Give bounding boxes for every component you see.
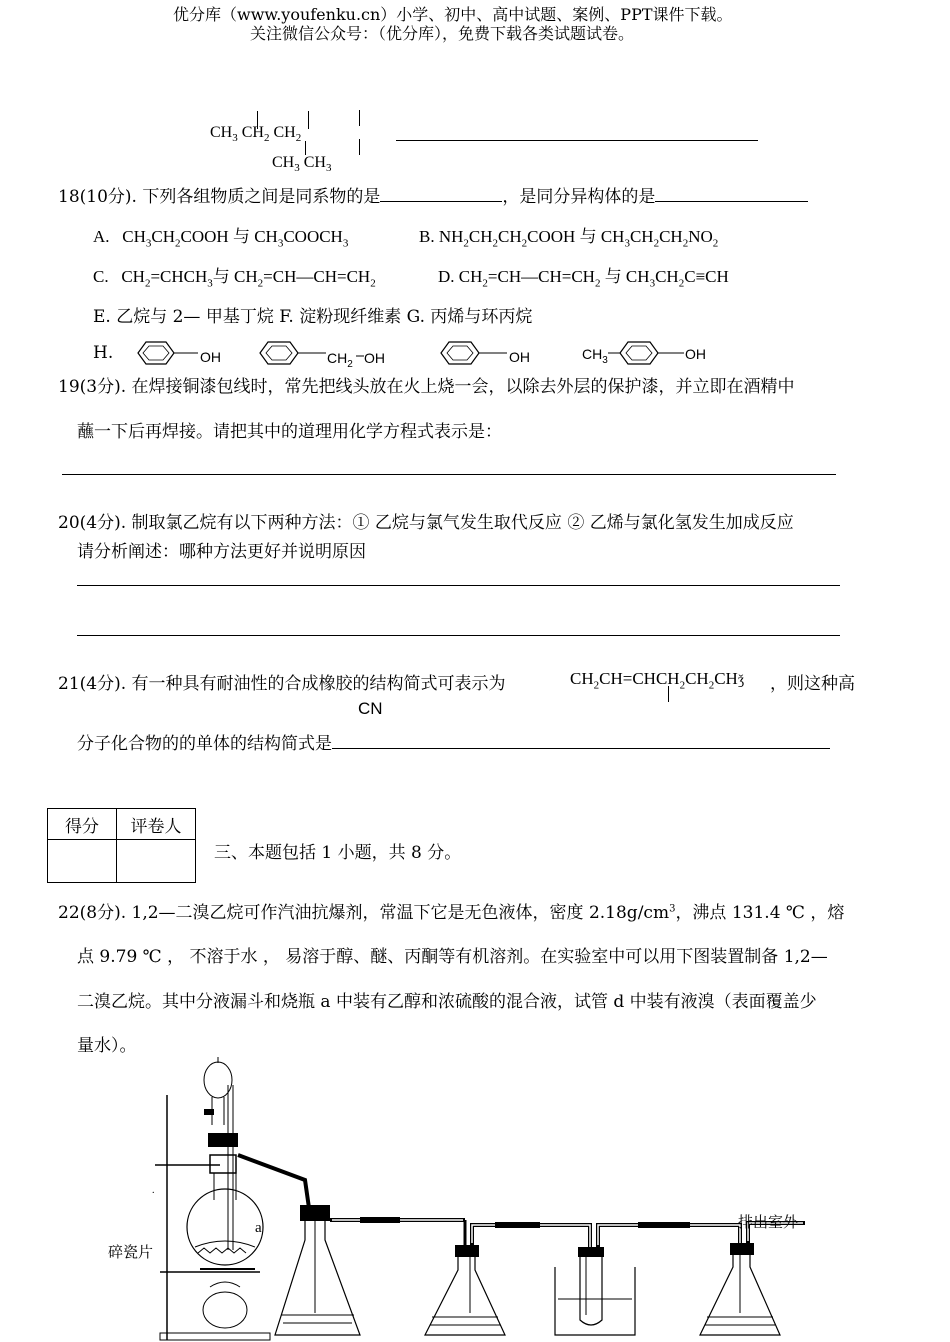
- q19-line-2: 蘸一下后再焊接。请把其中的道理用化学方程式表示是：: [77, 422, 502, 442]
- structure-benzyl-alcohol: [252, 338, 392, 370]
- q21-line-2: 分子化合物的的单体的结构简式是: [77, 729, 830, 754]
- structure-phenol-2-oh: OH: [509, 349, 530, 365]
- q18-option-c: C. $CH_2=CHCH_3$与 $CH_2=CH—CH=CH_2$: [93, 267, 376, 290]
- q18-option-h: H.: [93, 343, 114, 363]
- q20-line-2: 请分析阐述：哪种方法更好并说明原因: [77, 542, 366, 562]
- structure-phenol-oh: OH: [200, 349, 221, 365]
- structure-cresol: [580, 336, 715, 368]
- label-a: a: [255, 1220, 262, 1236]
- q18-option-d: D. $CH_2=CH—CH=CH_2$ 与 $CH_3CH_2C\equiv CH$: [438, 267, 729, 290]
- grader-cell[interactable]: [117, 840, 196, 883]
- q21-formula: $CH_2CH=CHCH_2CH_2CHǯ$: [570, 669, 745, 692]
- conical-flask-b: [275, 1221, 360, 1335]
- q20-answer-line-1[interactable]: [77, 585, 840, 586]
- q18-option-efg: E. 乙烷与 2— 甲基丁烷 F. 淀粉现纤维素 G. 丙烯与环丙烷: [93, 307, 533, 327]
- q18-blank-homolog[interactable]: [380, 187, 502, 202]
- test-tube-d-stopper: [578, 1247, 604, 1257]
- grader-header: 评卷人: [117, 809, 196, 840]
- q22-line-4: 量水）。: [77, 1036, 137, 1056]
- score-cell[interactable]: [48, 840, 117, 883]
- flask-c-stopper: [455, 1245, 479, 1257]
- q21-cn: CN: [358, 699, 383, 718]
- q21-bond: [668, 686, 669, 702]
- q20-answer-line-2[interactable]: [77, 635, 840, 636]
- stand-base: [160, 1333, 270, 1340]
- q19-line-1: 19(3分). 在焊接铜漆包线时，常先把线头放在火上烧一会，以除去外层的保护漆，并立即在酒精中: [58, 377, 795, 397]
- q18-option-b: B. $NH_2CH_2CH_2COOH$ 与 $CH_3CH_2CH_2NO_2$: [419, 227, 719, 250]
- label-chips: 碎瓷片: [108, 1245, 154, 1261]
- header-line-1: 优分库（www.youfenku.cn）小学、初中、高中试题、案例、PPT课件下载。: [173, 5, 733, 24]
- q21-line-1: 21(4分). 有一种具有耐油性的合成橡胶的结构简式可表示为: [58, 674, 506, 694]
- q18-stem: 18(10分). 下列各组物质之间是同系物的是 ，是同分异构体的是: [58, 182, 808, 207]
- score-table: [47, 808, 196, 883]
- structure-phenol: [128, 338, 221, 368]
- q21-line-1-end: ，则这种高: [770, 674, 855, 694]
- q17-answer-blank[interactable]: [396, 140, 758, 141]
- score-header: 得分: [48, 809, 117, 840]
- flask-e-stopper: [730, 1243, 754, 1255]
- q22-line-1: 22(8分). 1,2—二溴乙烷可作汽油抗爆剂，常温下它是无色液体，密度 $2.18g/cm^3$，沸点 131.4 ℃ ，熔: [58, 903, 845, 923]
- flask-b-stopper: [300, 1205, 330, 1221]
- structure-benzyl-ch2: $CH_2$: [327, 350, 353, 370]
- conical-flask-c: [425, 1257, 505, 1335]
- stopcock: [204, 1109, 214, 1115]
- q18-option-a: A. $CH_3CH_2COOH$ 与 $CH_3COOCH_3$: [93, 227, 349, 250]
- q18-blank-isomer[interactable]: [655, 187, 808, 202]
- structure-cresol-oh: OH: [685, 346, 706, 362]
- flask-a: [187, 1189, 263, 1265]
- structure-benzyl-oh: OH: [364, 350, 385, 366]
- q22-line-3: 二溴乙烷。其中分液漏斗和烧瓶 a 中装有乙醇和浓硫酸的混合液，试管 d 中装有液溴（表面覆盖少: [77, 992, 817, 1012]
- alcohol-lamp: [203, 1292, 247, 1328]
- header-line-2: 关注微信公众号：（优分库），免费下载各类试题试卷。: [250, 24, 635, 43]
- q17-row2: $CH_3$ $CH_3$: [272, 154, 332, 175]
- q21-answer-blank[interactable]: [332, 734, 830, 749]
- structure-cresol-ch3: $CH_3$: [582, 346, 608, 366]
- apparatus-diagram: [100, 1055, 820, 1342]
- q17-row1: $CH_3$ $CH_2$ $CH_2$: [210, 124, 302, 145]
- q20-line-1: 20(4分). 制取氯乙烷有以下两种方法：① 乙烷与氯气发生取代反应 ② 乙烯与氯化氢发生加成反应: [58, 513, 794, 533]
- structure-phenol-2: [433, 338, 533, 368]
- q22-line-2: 点 9.79 ℃ ， 不溶于水 ， 易溶于醇、醚、丙酮等有机溶剂。在实验室中可以用下图装置制备 1,2—: [77, 947, 828, 967]
- label-dot: .: [152, 1185, 155, 1196]
- test-tube-d: [580, 1257, 602, 1325]
- section3-title: 三、本题包括 1 小题，共 8 分。: [214, 843, 462, 863]
- q19-answer-line[interactable]: [62, 474, 836, 475]
- label-exhaust: 排出室外: [738, 1215, 799, 1231]
